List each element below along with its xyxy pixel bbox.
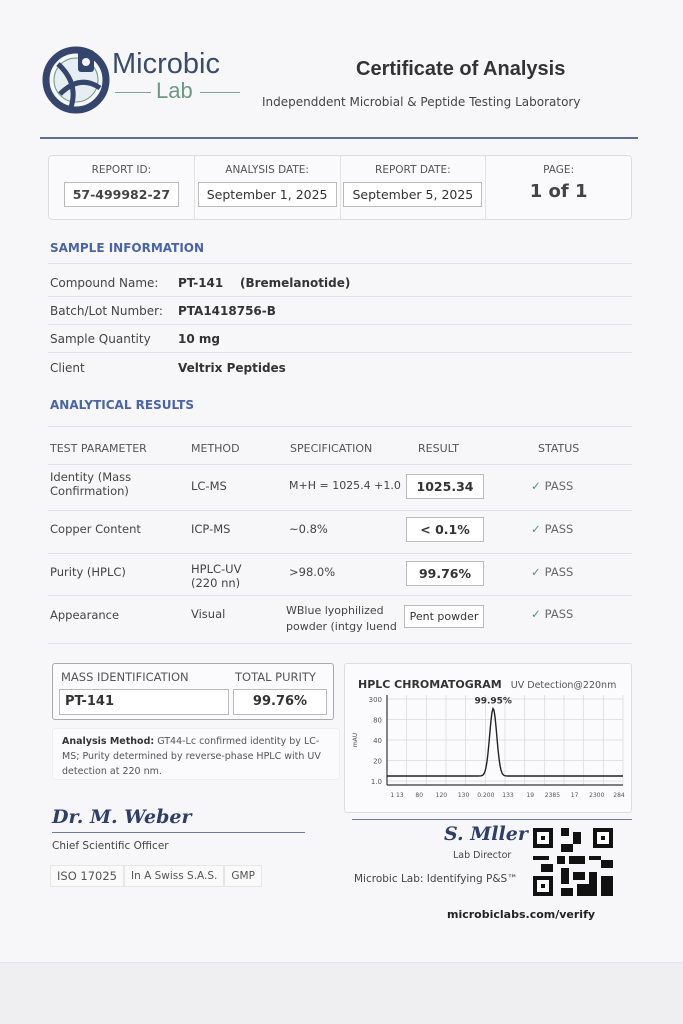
- info-label: Batch/Lot Number:: [50, 304, 163, 318]
- status-text: PASS: [544, 607, 574, 621]
- purity-value: 99.76%: [233, 689, 327, 715]
- logo-subtext: Lab: [156, 78, 193, 103]
- divider: [48, 263, 632, 264]
- method: LC-MS: [191, 479, 227, 493]
- y-tick-label: 80: [373, 716, 382, 725]
- test-parameter: Purity (HPLC): [50, 565, 126, 579]
- x-tick-label: 80: [415, 792, 424, 799]
- signature-line: [52, 832, 305, 833]
- x-tick-label: 19: [526, 792, 535, 799]
- section-heading: SAMPLE INFORMATION: [50, 241, 205, 255]
- specification: >98.0%: [289, 565, 336, 579]
- check-icon: ✓: [531, 565, 541, 579]
- divider: [48, 643, 632, 644]
- divider: [48, 510, 632, 511]
- status-text: PASS: [544, 522, 574, 536]
- column-header: STATUS: [538, 442, 580, 455]
- y-axis-label: mAU: [352, 732, 359, 748]
- peak-label: 99.95%: [474, 696, 512, 707]
- divider: [48, 296, 632, 297]
- test-parameter: Copper Content: [50, 522, 141, 536]
- chromatogram-plot: [345, 689, 633, 809]
- analysis-date: September 1, 2025: [198, 182, 337, 207]
- info-row: [50, 276, 450, 290]
- result-value: < 0.1%: [406, 517, 484, 542]
- hplc-chart-panel: [344, 663, 632, 813]
- analysis-method-note: [52, 728, 340, 780]
- report-date-cell: [341, 156, 487, 219]
- x-tick-label: 1 13: [390, 792, 404, 799]
- report-meta: [48, 155, 632, 220]
- header-rule: [40, 137, 638, 139]
- x-tick-label: 130: [457, 792, 470, 799]
- check-icon: ✓: [531, 607, 541, 621]
- y-tick-label: 40: [373, 737, 382, 745]
- signature-line: [352, 819, 632, 820]
- divider: [200, 92, 240, 93]
- sample-quantity: 10 mg: [178, 332, 220, 346]
- badge-swiss: In A Swiss S.A.S.: [124, 865, 224, 887]
- verify-link[interactable]: microbiclabs.com/verify: [447, 908, 596, 921]
- x-tick-label: 133: [502, 792, 514, 799]
- y-tick-label: 300: [368, 696, 382, 704]
- y-tick-label: 20: [373, 757, 382, 766]
- chart-subtitle: UV Detection@220nm: [510, 680, 617, 691]
- page-title: Certificate of Analysis: [356, 58, 566, 80]
- check-icon: ✓: [531, 522, 541, 536]
- signature-right: S. Mller: [444, 823, 528, 845]
- section-heading: ANALYTICAL RESULTS: [50, 398, 194, 412]
- specification: ~0.8%: [289, 522, 328, 536]
- label: ANALYSIS DATE:: [225, 164, 309, 176]
- y-tick-label: 1.0: [370, 778, 382, 786]
- test-parameter: Identity (Mass Confirmation): [50, 470, 132, 498]
- certification-badges: [50, 865, 262, 887]
- column-header: TEST PARAMETER: [50, 442, 147, 455]
- label: REPORT DATE:: [375, 164, 451, 176]
- badge-gmp: GMP: [224, 865, 262, 887]
- chart-title: HPLC CHROMATOGRAM: [358, 678, 502, 691]
- page-number: 1 of 1: [529, 181, 588, 202]
- status-badge: [531, 479, 573, 493]
- mass-value: PT-141: [59, 689, 229, 715]
- label: PAGE:: [543, 164, 575, 176]
- x-tick-label: 17: [570, 792, 579, 799]
- summary-box: [52, 663, 334, 720]
- divider: [48, 352, 632, 353]
- page-bottom-edge: [0, 962, 683, 1024]
- note-text: GT44-Lc confirmed identity by LC-MS; Purity determined by reverse-phase HPLC with UV detection at 220 nm.: [62, 736, 321, 777]
- result-value: 99.76%: [406, 561, 484, 586]
- divider: [48, 464, 632, 465]
- column-header: SPECIFICATION: [290, 442, 373, 455]
- test-parameter: Appearance: [50, 608, 120, 622]
- column-header: METHOD: [191, 442, 240, 455]
- info-row: [50, 332, 450, 346]
- report-id: 57-499982-27: [64, 182, 179, 207]
- badge-iso: ISO 17025: [50, 865, 124, 887]
- divider: [48, 426, 632, 427]
- analysis-date-cell: [195, 156, 341, 219]
- info-row: [50, 304, 450, 318]
- status-badge: [531, 522, 573, 536]
- note-label: Analysis Method:: [62, 736, 155, 747]
- divider: [115, 92, 151, 93]
- report-id-cell: [49, 156, 195, 219]
- signature-left: Dr. M. Weber: [52, 806, 192, 828]
- divider: [48, 553, 632, 554]
- column-header: RESULT: [418, 442, 459, 455]
- divider: [48, 324, 632, 325]
- status-text: PASS: [544, 479, 574, 493]
- result-value: 1025.34: [406, 474, 484, 499]
- qr-code-icon[interactable]: [533, 828, 613, 896]
- x-tick-label: 284: [613, 792, 625, 799]
- signer-title: Chief Scientific Officer: [52, 840, 169, 852]
- tagline: Microbic Lab: Identifying P&S™: [354, 873, 518, 885]
- page-cell: [486, 156, 631, 219]
- specification: WBlue lyophilized powder (intgy luend: [286, 604, 397, 633]
- x-tick-label: 2385: [544, 792, 561, 799]
- info-label: Compound Name:: [50, 276, 159, 290]
- info-label: Sample Quantity: [50, 332, 151, 346]
- method: ICP-MS: [191, 522, 231, 536]
- page-subtitle: Independdent Microbial & Peptide Testing Laboratory: [262, 95, 581, 109]
- logo-text: Microbic: [112, 48, 220, 80]
- x-tick-label: 0.200: [477, 792, 495, 799]
- batch-number: PTA1418756-B: [178, 304, 276, 318]
- label: REPORT ID:: [91, 164, 152, 176]
- compound-name: PT-141 (Bremelanotide): [178, 276, 351, 290]
- check-icon: ✓: [531, 479, 541, 493]
- status-badge: [531, 565, 573, 579]
- report-date: September 5, 2025: [343, 182, 482, 207]
- x-tick-label: 2300: [589, 792, 605, 799]
- result-value: Pent powder: [404, 605, 484, 628]
- specification: M+H = 1025.4 +1.0: [289, 479, 401, 492]
- method: Visual: [191, 607, 226, 621]
- info-row: [50, 361, 450, 375]
- x-tick-label: 120: [435, 792, 448, 799]
- logo-globe-icon: [40, 44, 112, 116]
- client-name: Veltrix Peptides: [178, 361, 286, 375]
- status-badge: [531, 607, 573, 621]
- status-text: PASS: [544, 565, 574, 579]
- purity-label: TOTAL PURITY: [235, 670, 316, 684]
- info-label: Client: [50, 361, 85, 375]
- mass-label: MASS IDENTIFICATION: [61, 670, 189, 684]
- divider: [48, 595, 632, 596]
- method: HPLC-UV (220 nn): [191, 562, 242, 590]
- signer-title: Lab Director: [453, 850, 512, 861]
